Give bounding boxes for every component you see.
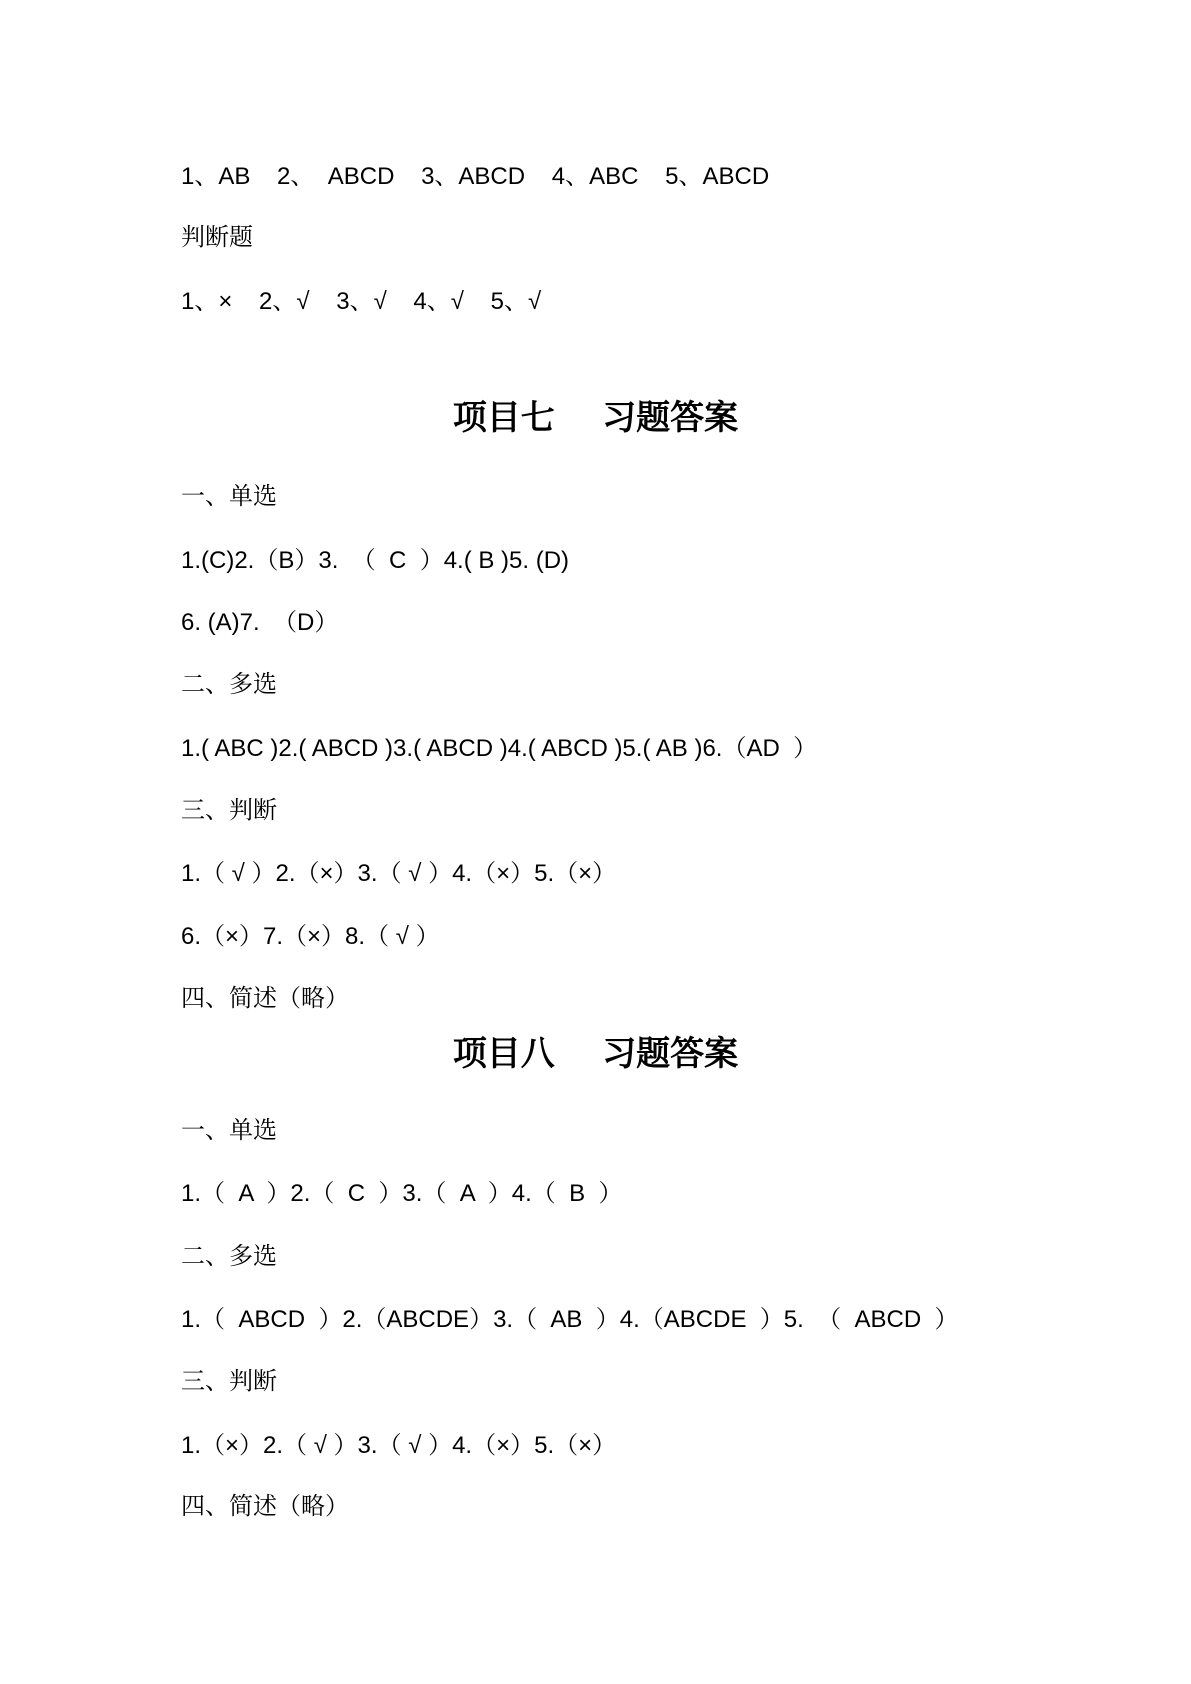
- true-false-section-title: 判断题: [181, 224, 253, 251]
- project7-single-choice-title: 一、单选: [181, 483, 277, 510]
- project8-multiple-choice-title: 二、多选: [181, 1243, 277, 1270]
- project8-judgement-title: 三、判断: [181, 1368, 277, 1395]
- project7-judgement-title: 三、判断: [181, 797, 277, 824]
- project8-single-choice-answers: 1.（ A ）2.（ C ）3.（ A ）4.（ B ）: [181, 1180, 623, 1207]
- project8-brief-title: 四、简述（略）: [181, 1493, 349, 1520]
- project7-judgement-answers-2: 6.（×）7.（×）8.（ √ ）: [181, 923, 440, 950]
- project7-multiple-choice-answers: 1.( ABC )2.( ABCD )3.( ABCD )4.( ABCD )5.( AB )6.（AD ）: [181, 735, 818, 762]
- project8-single-choice-title: 一、单选: [181, 1117, 277, 1144]
- project7-multiple-choice-title: 二、多选: [181, 671, 277, 698]
- project7-brief-title: 四、简述（略）: [181, 985, 349, 1012]
- true-false-answers: 1、× 2、√ 3、√ 4、√ 5、√: [181, 288, 542, 315]
- multiple-choice-answers: 1、AB 2、 ABCD 3、ABCD 4、ABC 5、ABCD: [181, 163, 770, 190]
- project7-single-choice-answers-2: 6. (A)7. （D）: [181, 609, 339, 636]
- project8-judgement-answers: 1.（×）2.（ √ ）3.（ √ ）4.（×）5.（×）: [181, 1432, 617, 1459]
- project7-single-choice-answers-1: 1.(C)2.（B）3. （ C ）4.( B )5. (D): [181, 547, 570, 574]
- project7-heading: 项目七 习题答案: [452, 398, 739, 438]
- project8-heading: 项目八 习题答案: [452, 1034, 739, 1074]
- project7-judgement-answers-1: 1.（ √ ）2.（×）3.（ √ ）4.（×）5.（×）: [181, 860, 617, 887]
- project8-multiple-choice-answers: 1.（ ABCD ）2.（ABCDE）3.（ AB ）4.（ABCDE ）5. （ ABCD ）: [181, 1306, 959, 1333]
